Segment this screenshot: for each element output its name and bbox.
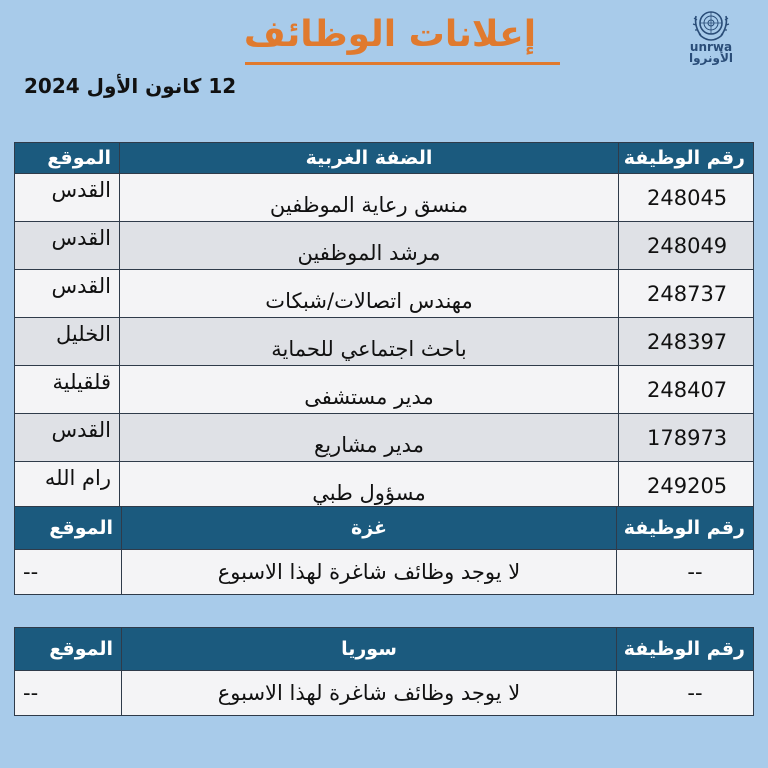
job-location: --	[15, 550, 122, 595]
table-header-row	[15, 143, 754, 174]
job-location: القدس	[15, 270, 120, 318]
job-number: 248737	[619, 270, 754, 318]
job-location: --	[15, 671, 122, 716]
job-location: القدس	[15, 414, 120, 462]
job-title: مدير مستشفى	[120, 366, 619, 414]
job-number: 249205	[619, 462, 754, 510]
job-location: الخليل	[15, 318, 120, 366]
un-emblem-icon	[691, 6, 731, 42]
logo-text-ar: الأونروا	[688, 51, 734, 65]
job-title: مسؤول طبي	[120, 462, 619, 510]
table-header-row	[15, 507, 754, 550]
job-location: قلقيلية	[15, 366, 120, 414]
table-row	[15, 671, 754, 716]
no-vacancies-message: لا يوجد وظائف شاغرة لهذا الاسبوع	[122, 550, 617, 595]
table-row	[15, 318, 754, 366]
header-region: غزة	[122, 507, 617, 550]
header-job-number: رقم الوظيفة	[617, 628, 754, 671]
job-number: 248049	[619, 222, 754, 270]
page-title: إعلانات الوظائف	[243, 14, 537, 55]
table-row	[15, 270, 754, 318]
table-header-row	[15, 628, 754, 671]
no-vacancies-message: لا يوجد وظائف شاغرة لهذا الاسبوع	[122, 671, 617, 716]
syria-jobs-table	[14, 627, 754, 716]
header-job-number: رقم الوظيفة	[619, 143, 754, 174]
table-row	[15, 174, 754, 222]
header-job-number: رقم الوظيفة	[617, 507, 754, 550]
header-region: سوريا	[122, 628, 617, 671]
job-title: باحث اجتماعي للحماية	[120, 318, 619, 366]
job-number: --	[617, 550, 754, 595]
table-row	[15, 366, 754, 414]
header-region: الضفة الغربية	[120, 143, 619, 174]
job-title: منسق رعاية الموظفين	[120, 174, 619, 222]
job-location: القدس	[15, 222, 120, 270]
job-number: --	[617, 671, 754, 716]
job-title: مرشد الموظفين	[120, 222, 619, 270]
header-location: الموقع	[15, 628, 122, 671]
table-row	[15, 222, 754, 270]
logo-text-en: unrwa	[689, 40, 733, 54]
job-location: القدس	[15, 174, 120, 222]
job-number: 248045	[619, 174, 754, 222]
table-row	[15, 550, 754, 595]
job-title: مهندس اتصالات/شبكات	[120, 270, 619, 318]
job-title: مدير مشاريع	[120, 414, 619, 462]
job-number: 178973	[619, 414, 754, 462]
title-underline	[245, 62, 560, 65]
announcement-date: 12 كانون الأول 2024	[24, 74, 237, 98]
job-location: رام الله	[15, 462, 120, 510]
table-row	[15, 414, 754, 462]
table-row	[15, 462, 754, 510]
west-bank-jobs-table	[14, 142, 754, 510]
job-number: 248407	[619, 366, 754, 414]
header-location: الموقع	[15, 143, 120, 174]
header-location: الموقع	[15, 507, 122, 550]
job-number: 248397	[619, 318, 754, 366]
gaza-jobs-table	[14, 506, 754, 595]
unrwa-logo	[676, 6, 746, 72]
